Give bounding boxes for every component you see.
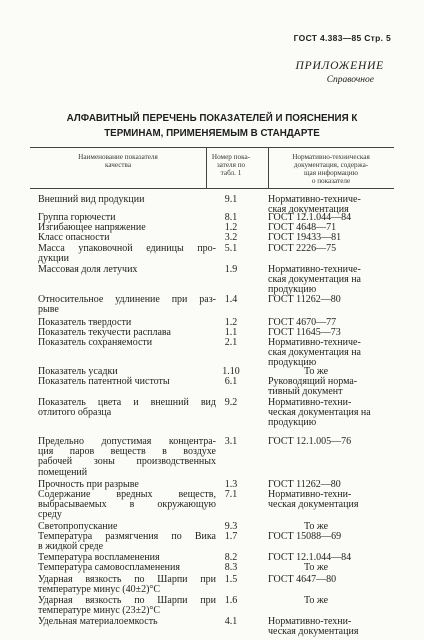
indicator-name xyxy=(38,563,216,573)
documentation xyxy=(268,490,390,510)
cell-line: ческая документация xyxy=(268,626,359,638)
documentation xyxy=(268,295,390,305)
cell-line: Показатель патентной чистоты xyxy=(38,376,170,387)
header-line: качества xyxy=(104,161,132,169)
indicator-name xyxy=(38,244,216,264)
cell-line: ческая документация на xyxy=(268,407,371,419)
indicator-number: 1.9 xyxy=(224,264,238,275)
documentation xyxy=(268,338,390,369)
appendix-subtitle: Справочное xyxy=(326,75,374,85)
indicator-name xyxy=(38,437,216,478)
table-header xyxy=(30,148,394,189)
cell-line: Руководящий норма- xyxy=(268,376,358,387)
header-indicator-number xyxy=(206,153,256,177)
cell-line: Светопропускание xyxy=(38,521,118,532)
cell-line: Удельная материалоемкость xyxy=(38,616,158,627)
cell-line: ская документация на xyxy=(268,274,361,286)
indicator-number: 2.1 xyxy=(224,337,238,348)
cell-line: ГОСТ 12.1.044—84 xyxy=(268,552,352,563)
title-line: АЛФАВИТНЫЙ ПЕРЕЧЕНЬ ПОКАЗАТЕЛЕЙ И ПОЯСНЕНИЯ К xyxy=(66,113,358,124)
indicator-name xyxy=(38,195,216,205)
cell-line: Ударная вязкость по Шарпи при xyxy=(38,595,216,606)
cell-line: дукции xyxy=(38,253,70,265)
cell-line: То же xyxy=(304,366,329,377)
indicator-number: 1.4 xyxy=(224,294,238,305)
indicator-table xyxy=(30,147,394,638)
header-documentation xyxy=(268,153,394,185)
cell-line: ская документация xyxy=(268,204,349,216)
cell-line: Нормативно-техниче- xyxy=(268,337,361,348)
cell-line: продукцию xyxy=(268,284,317,296)
documentation xyxy=(268,617,390,637)
cell-line: в жидкой среде xyxy=(38,541,104,553)
cell-line: рыве xyxy=(38,304,59,316)
cell-line: Относительное удлинение при раз- xyxy=(38,294,216,305)
cell-line: Температура размягчения по Вика xyxy=(38,531,216,542)
header-line: табл. 1 xyxy=(220,169,242,177)
indicator-number: 1.1 xyxy=(224,327,238,338)
cell-line: Показатель цвета и внешний вид xyxy=(38,397,216,408)
documentation xyxy=(268,233,390,243)
indicator-number: 1.5 xyxy=(224,574,238,585)
cell-line: помещений xyxy=(38,466,88,478)
cell-line: Изгибающее напряжение xyxy=(38,222,146,233)
header-line: Наименование показателя xyxy=(78,153,158,161)
indicator-name xyxy=(38,532,216,552)
indicator-number: 1.10 xyxy=(222,366,240,377)
indicator-number: 1.2 xyxy=(224,317,238,328)
indicator-name xyxy=(38,398,216,418)
header-indicator-name xyxy=(30,153,206,169)
cell-line: ГОСТ 11262—80 xyxy=(268,294,341,305)
cell-line: Внешний вид продукции xyxy=(38,194,145,205)
documentation xyxy=(268,563,390,573)
cell-line: То же xyxy=(304,595,329,606)
indicator-name xyxy=(38,338,216,348)
cell-line: Группа горючести xyxy=(38,212,116,223)
documentation xyxy=(268,596,390,606)
cell-line: выбрасываемых в окружающую xyxy=(38,499,216,511)
cell-line: Показатель усадки xyxy=(38,366,118,377)
header-line: Номер пока- xyxy=(211,153,251,161)
cell-line: рабочей зоны производственных xyxy=(38,456,216,468)
indicator-number: 3.2 xyxy=(224,232,238,243)
indicator-number: 4.1 xyxy=(224,616,238,627)
cell-line: ГОСТ 2226—75 xyxy=(268,243,337,254)
cell-line: ГОСТ 12.1.005—76 xyxy=(268,436,352,447)
cell-line: Ударная вязкость по Шарпи при xyxy=(38,574,216,585)
cell-line: продукцию xyxy=(268,357,317,369)
documentation xyxy=(268,244,390,254)
indicator-number: 3.1 xyxy=(224,436,238,447)
table-body xyxy=(30,195,394,640)
indicator-number: 5.1 xyxy=(224,243,238,254)
cell-line: ГОСТ 15088—69 xyxy=(268,531,342,542)
cell-line: температуре минус (40±2)°С xyxy=(38,584,161,596)
indicator-name xyxy=(38,265,216,275)
cell-line: Масса упаковочной единицы про- xyxy=(38,243,216,254)
indicator-number: 8.2 xyxy=(224,552,238,563)
header-line: документация, содержа- xyxy=(293,161,369,169)
cell-line: Показатель текучести расплава xyxy=(38,327,171,338)
indicator-number: 1.7 xyxy=(224,531,238,542)
page-header: ГОСТ 4.383—85 Стр. 5 xyxy=(293,33,391,43)
header-line: о показателе xyxy=(311,177,351,185)
indicator-number: 8.3 xyxy=(224,562,238,573)
indicator-number: 1.3 xyxy=(224,479,238,490)
indicator-name xyxy=(38,377,216,387)
appendix-label: ПРИЛОЖЕНИЕ xyxy=(295,60,384,72)
indicator-name xyxy=(38,575,216,595)
cell-line: ГОСТ 4647—80 xyxy=(268,574,337,585)
indicator-number: 6.1 xyxy=(224,376,238,387)
documentation xyxy=(268,265,390,296)
cell-line: ческая документация xyxy=(268,499,359,511)
cell-line: Температура воспламенения xyxy=(38,552,160,563)
cell-line: Нормативно-техниче- xyxy=(268,194,361,205)
indicator-number: 7.1 xyxy=(224,489,238,500)
cell-line: Предельно допустимая концентра- xyxy=(38,436,216,447)
cell-line: Температура самовоспламенения xyxy=(38,562,180,573)
cell-line: температуре минус (23±2)°С xyxy=(38,605,161,617)
documentation xyxy=(268,553,390,563)
cell-line: Показатель сохраняемости xyxy=(38,337,153,348)
indicator-name xyxy=(38,295,216,315)
cell-line: ГОСТ 11645—73 xyxy=(268,327,341,338)
indicator-number: 1.6 xyxy=(224,595,238,606)
header-line: зателя по xyxy=(216,161,246,169)
indicator-number: 8.1 xyxy=(224,212,238,223)
cell-line: ция паров веществ в воздухе xyxy=(38,446,216,458)
indicator-name xyxy=(38,617,216,627)
cell-line: Содержание вредных веществ, xyxy=(38,489,216,500)
indicator-name xyxy=(38,490,216,521)
cell-line: Нормативно-техниче- xyxy=(268,264,361,275)
indicator-number: 1.2 xyxy=(224,222,238,233)
document-title xyxy=(40,111,384,141)
documentation xyxy=(268,575,390,585)
documentation xyxy=(268,377,390,397)
cell-line: То же xyxy=(304,562,329,573)
cell-line: ГОСТ 4648—71 xyxy=(268,222,337,233)
cell-line: Показатель твердости xyxy=(38,317,132,328)
indicator-name xyxy=(38,596,216,616)
cell-line: Прочность при разрыве xyxy=(38,479,139,490)
indicator-number: 9.2 xyxy=(224,397,238,408)
cell-line: Нормативно-техни- xyxy=(268,616,352,627)
documentation xyxy=(268,532,390,542)
cell-line: ГОСТ 12.1.044—84 xyxy=(268,212,352,223)
cell-line: ГОСТ 4670—77 xyxy=(268,317,337,328)
indicator-number: 9.3 xyxy=(224,521,238,532)
documentation xyxy=(268,398,390,429)
header-line: Нормативно-техническая xyxy=(292,153,370,161)
header-line: щая информацию xyxy=(303,169,358,177)
cell-line: продукцию xyxy=(268,417,317,429)
cell-line: отлитого образца xyxy=(38,407,112,419)
cell-line: То же xyxy=(304,521,329,532)
indicator-number: 9.1 xyxy=(224,194,238,205)
indicator-name xyxy=(38,233,216,243)
cell-line: Нормативно-техни- xyxy=(268,489,352,500)
cell-line: тивный документ xyxy=(268,386,343,398)
cell-line: ГОСТ 11262—80 xyxy=(268,479,341,490)
cell-line: среду xyxy=(38,509,62,521)
title-line: ТЕРМИНАМ, ПРИМЕНЯЕМЫМ В СТАНДАРТЕ xyxy=(104,128,320,139)
cell-line: Нормативно-техни- xyxy=(268,397,352,408)
cell-line: Класс опасности xyxy=(38,232,110,243)
documentation xyxy=(268,437,390,447)
cell-line: Массовая доля летучих xyxy=(38,264,138,275)
cell-line: ГОСТ 19433—81 xyxy=(268,232,342,243)
cell-line: ская документация на xyxy=(268,347,361,359)
